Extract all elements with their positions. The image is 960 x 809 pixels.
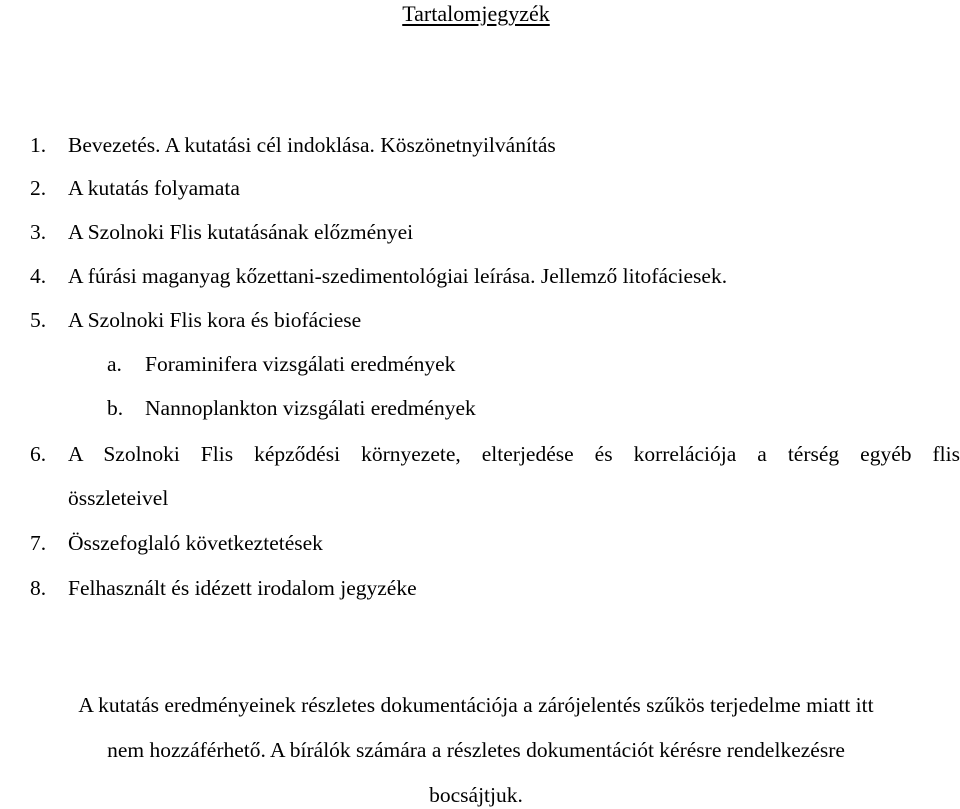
toc-text: A Szolnoki Flis kutatásának előzményei xyxy=(68,220,414,244)
toc-item-7 xyxy=(30,529,323,557)
toc-text: Felhasznált és idézett irodalom jegyzéke xyxy=(68,576,417,600)
toc-number: a. xyxy=(107,352,122,376)
toc-number: 3. xyxy=(30,220,47,244)
toc-number: 7. xyxy=(30,531,47,555)
toc-text: A fúrási maganyag kőzettani-szedimentológiai leírása. Jellemző litofáciesek. xyxy=(68,264,728,288)
toc-item-6 xyxy=(30,440,960,468)
toc-item-2 xyxy=(30,174,240,202)
toc-number: 1. xyxy=(30,133,47,157)
toc-number: 4. xyxy=(30,264,47,288)
toc-number: 5. xyxy=(30,308,47,332)
toc-item-3 xyxy=(30,218,414,246)
toc-text: A Szolnoki Flis kora és biofáciese xyxy=(68,308,362,332)
note-line-1: A kutatás eredményeinek részletes dokumentációja a zárójelentés szűkös terjedelme miatt itt xyxy=(78,693,874,717)
toc-text: Bevezetés. A kutatási cél indoklása. Köszönetnyilvánítás xyxy=(68,133,556,157)
toc-item-5 xyxy=(30,306,362,334)
toc-item-6-continuation: összleteivel xyxy=(68,486,169,510)
toc-subitem-b xyxy=(107,394,476,422)
toc-number: 6. xyxy=(30,442,47,466)
note-line-3: bocsájtjuk. xyxy=(429,783,523,807)
toc-text: Nannoplankton vizsgálati eredmények xyxy=(145,396,476,420)
toc-text: A Szolnoki Flis képződési környezete, elterjedése és korrelációja a térség egyéb flis xyxy=(68,442,960,466)
toc-text: Összefoglaló következtetések xyxy=(68,531,323,555)
toc-number: 2. xyxy=(30,176,47,200)
page-title: Tartalomjegyzék xyxy=(402,1,550,26)
toc-item-1 xyxy=(30,131,556,159)
note-line-2: nem hozzáférhető. A bírálók számára a részletes dokumentációt kérésre rendelkezésre xyxy=(107,738,845,762)
toc-text: A kutatás folyamata xyxy=(68,176,240,200)
toc-number: b. xyxy=(107,396,124,420)
toc-number: 8. xyxy=(30,576,47,600)
toc-text: Foraminifera vizsgálati eredmények xyxy=(145,352,456,376)
toc-item-4 xyxy=(30,262,728,290)
toc-subitem-a xyxy=(107,350,456,378)
toc-item-8 xyxy=(30,574,417,602)
